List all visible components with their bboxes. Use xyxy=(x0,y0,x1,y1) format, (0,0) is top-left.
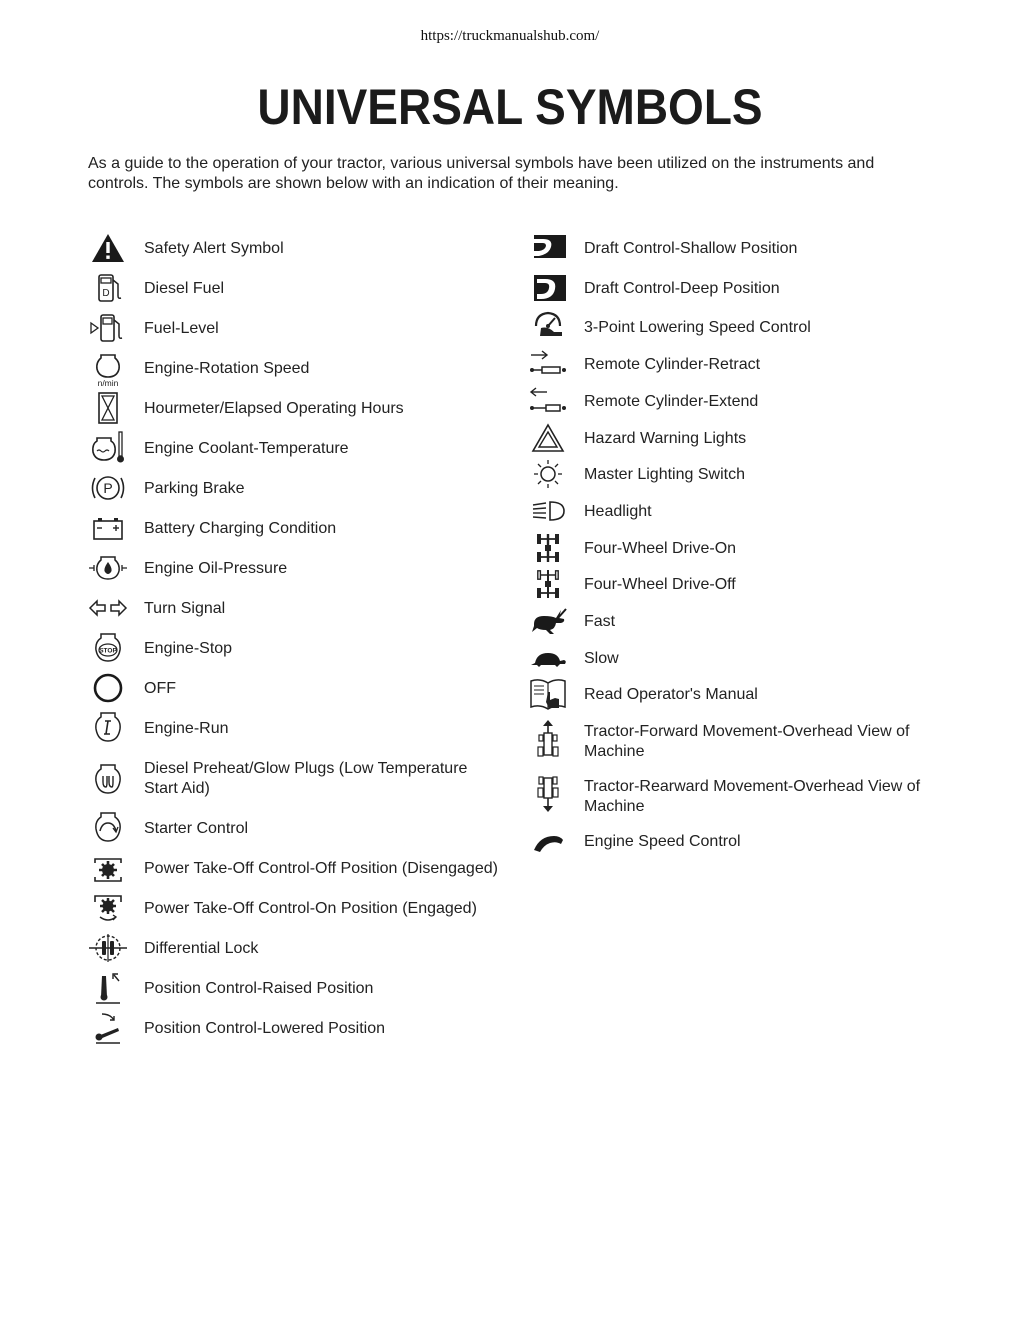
symbol-label: Battery Charging Condition xyxy=(144,520,337,537)
pto-off-icon xyxy=(88,850,128,886)
safety-alert-icon xyxy=(88,230,128,266)
symbol-label: Safety Alert Symbol xyxy=(144,240,284,257)
engine-stop-icon xyxy=(88,630,128,666)
symbol-label: Remote Cylinder-Extend xyxy=(584,393,759,410)
symbol-label: Slow xyxy=(584,650,619,667)
hourglass-icon xyxy=(88,390,128,426)
symbol-label: Diesel Fuel xyxy=(144,280,225,297)
position-raised-icon xyxy=(88,970,128,1006)
symbol-label: Tractor-Forward Movement-Overhead View of Machine xyxy=(584,723,910,760)
symbol-label: Fast xyxy=(584,613,616,630)
symbol-label: Hazard Warning Lights xyxy=(584,430,747,447)
fuel-level-icon xyxy=(88,310,128,346)
pto-on-icon xyxy=(88,890,128,926)
coolant-temperature-icon xyxy=(88,430,128,466)
source-url[interactable]: https://truckmanualshub.com/ xyxy=(420,28,600,44)
hazard-warning-icon xyxy=(528,420,568,456)
draft-deep-icon xyxy=(528,270,568,306)
intro-paragraph: As a guide to the operation of your tractor, various universal symbols have been utilized on the instruments and controls. The symbols are shown below with an indication of their meaning. xyxy=(88,155,875,192)
4wd-on-icon xyxy=(528,530,568,566)
symbol-label: Remote Cylinder-Retract xyxy=(584,356,761,373)
off-icon xyxy=(88,670,128,706)
master-lighting-icon xyxy=(528,456,568,492)
engine-speed-icon xyxy=(528,823,568,859)
tractor-forward-icon xyxy=(528,721,568,757)
svg-text:D: D xyxy=(102,288,110,299)
symbol-label: Position Control-Lowered Position xyxy=(144,1020,386,1037)
symbol-label: 3-Point Lowering Speed Control xyxy=(584,319,811,336)
engine-run-icon xyxy=(88,710,128,746)
symbol-label: Four-Wheel Drive-On xyxy=(584,540,737,557)
symbol-label: Engine-Rotation Speed xyxy=(144,360,310,377)
symbol-label: Hourmeter/Elapsed Operating Hours xyxy=(144,400,404,417)
rpm-unit-text: n/min xyxy=(97,378,119,387)
draft-shallow-icon xyxy=(528,230,568,266)
operator-manual-icon xyxy=(528,676,568,712)
starter-icon xyxy=(88,810,128,846)
turn-signal-icon xyxy=(88,590,128,626)
symbol-label: Power Take-Off Control-On Position (Engaged) xyxy=(144,900,477,917)
symbol-label: Headlight xyxy=(584,503,652,520)
tractor-rearward-icon xyxy=(528,776,568,812)
symbol-label: Master Lighting Switch xyxy=(584,466,745,483)
4wd-off-icon xyxy=(528,566,568,602)
parking-p-text: P xyxy=(103,480,113,496)
cylinder-retract-icon xyxy=(528,346,568,382)
cylinder-extend-icon xyxy=(528,383,568,419)
stop-text: STOP xyxy=(99,647,117,655)
symbol-label: Differential Lock xyxy=(144,940,259,957)
symbol-label: Engine-Run xyxy=(144,720,229,737)
lowering-speed-icon xyxy=(528,308,568,344)
symbol-label: Draft Control-Deep Position xyxy=(584,280,780,297)
symbol-label: Fuel-Level xyxy=(144,320,219,337)
page-title: UNIVERSAL SYMBOLS xyxy=(257,79,763,135)
symbol-label: Starter Control xyxy=(144,820,249,837)
rabbit-icon xyxy=(528,603,568,639)
engine-rotation-speed-icon xyxy=(88,350,128,386)
symbol-label: Power Take-Off Control-Off Position (Disengaged) xyxy=(144,860,498,877)
glow-plug-icon xyxy=(88,762,128,798)
symbol-label: OFF xyxy=(144,680,176,697)
parking-brake-icon xyxy=(88,470,128,506)
position-lowered-icon xyxy=(88,1010,128,1046)
symbol-label: Engine Speed Control xyxy=(584,833,741,850)
differential-lock-icon xyxy=(88,930,128,966)
symbol-label: Draft Control-Shallow Position xyxy=(584,240,798,257)
symbol-label: Diesel Preheat/Glow Plugs (Low Temperature Start Aid) xyxy=(144,760,468,797)
symbol-label: Read Operator's Manual xyxy=(584,686,758,703)
symbol-label: Tractor-Rearward Movement-Overhead View of Machine xyxy=(584,778,921,815)
symbol-label: Engine Oil-Pressure xyxy=(144,560,288,577)
turtle-icon xyxy=(528,640,568,676)
symbol-label: Position Control-Raised Position xyxy=(144,980,374,997)
symbol-label: Engine Coolant-Temperature xyxy=(144,440,349,457)
headlight-icon xyxy=(528,493,568,529)
diesel-fuel-icon xyxy=(88,270,128,306)
symbol-label: Turn Signal xyxy=(144,600,226,617)
symbol-label: Engine-Stop xyxy=(144,640,233,657)
symbol-label: Four-Wheel Drive-Off xyxy=(584,576,736,593)
oil-pressure-icon xyxy=(88,550,128,586)
battery-icon xyxy=(88,510,128,546)
symbol-label: Parking Brake xyxy=(144,480,245,497)
